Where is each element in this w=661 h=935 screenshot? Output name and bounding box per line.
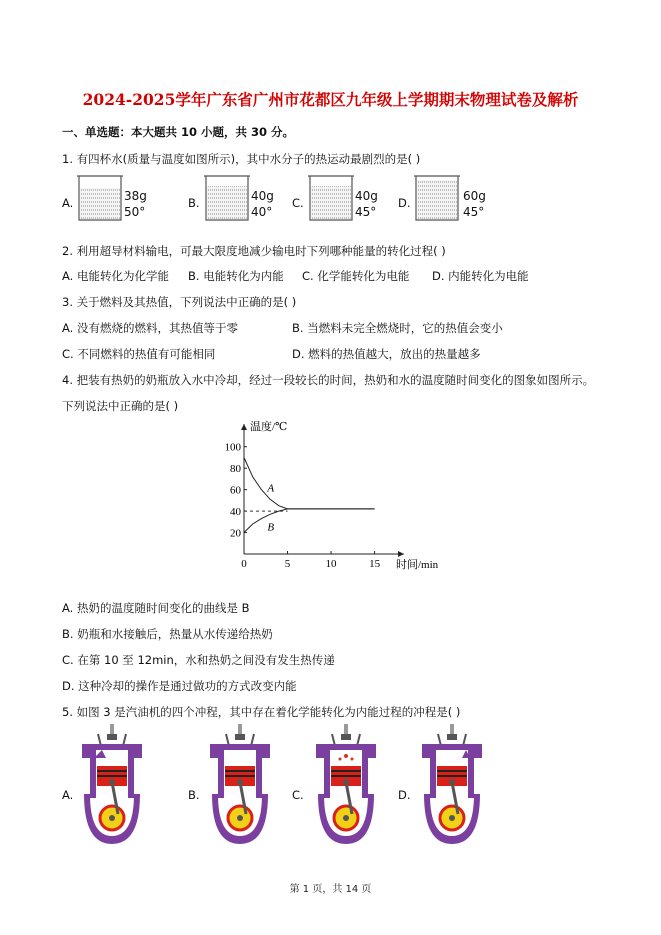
series-line-A [244,458,375,509]
page-footer: 第 1 页，共 14 页 [289,884,372,895]
q2-option-b: B. 电能转化为内能 [188,269,284,283]
beaker-icon [412,172,462,224]
y-axis-label: 温度/℃ [250,421,288,433]
q3-option-a: A. 没有燃烧的燃料，其热值等于零 [62,321,238,335]
q5-option-d: D. [398,788,411,802]
q5-option-c: C. [292,788,304,802]
y-tick-label: 60 [230,484,241,497]
q1-option-letter: C. [292,196,304,210]
q4-option-c: C. 在第 10 至 12min，水和热奶之间没有发生热传递 [62,653,335,667]
q4-option-a: A. 热奶的温度随时间变化的曲线是 B [62,601,250,615]
q1-c-temp: 45° [355,205,377,219]
x-tick-label: 0 [241,558,247,570]
q3-option-d: D. 燃料的热值越大，放出的热量越多 [292,347,481,361]
q1-option-letter: B. [188,196,200,210]
q5-option-b: B. [188,788,200,802]
q5-stem: 5. 如图 3 是汽油机的四个冲程，其中存在着化学能转化为内能过程的冲程是( ) [62,705,461,719]
series-label-B: B [267,521,275,534]
q1-d-mass: 60g [463,189,486,203]
q5-option-a: A. [62,788,74,802]
beaker-icon [202,172,252,224]
q1-c-mass: 40g [355,189,378,203]
x-tick-label: 15 [369,558,381,570]
q1-stem: 1. 有四杯水(质量与温度如图所示)，其中水分子的热运动最剧烈的是( ) [62,152,421,166]
y-tick-label: 100 [224,441,241,454]
temperature-time-chart [222,418,442,578]
q1-b-mass: 40g [251,189,274,203]
q1-d-temp: 45° [463,205,485,219]
series-label-A: A [267,482,275,495]
q1-option-letter: A. [62,196,74,210]
beaker-icon [75,172,125,224]
y-tick-label: 80 [230,463,241,476]
q4-option-d: D. 这种冷却的操作是通过做功的方式改变内能 [62,679,297,693]
x-axis-arrow [398,551,404,557]
engine-a-icon [72,722,152,852]
q4-stem-line2: 下列说法中正确的是( ) [62,399,179,413]
page-title: 2024-2025学年广东省广州市花都区九年级上学期期末物理试卷及解析 [82,90,579,109]
q4-stem-line1: 4. 把装有热奶的奶瓶放入水中冷却，经过一段较长的时间，热奶和水的温度随时间变化的图象如图所示。 [62,373,595,387]
engine-b-icon [200,722,280,852]
q1-a-temp: 50° [124,205,146,219]
engine-d-icon [412,722,492,852]
q3-option-b: B. 当燃料未完全燃烧时，它的热值会变小 [292,321,503,335]
q3-stem: 3. 关于燃料及其热值，下列说法中正确的是( ) [62,295,297,309]
q1-b-temp: 40° [251,205,273,219]
q2-option-a: A. 电能转化为化学能 [62,269,169,283]
y-tick-label: 20 [230,527,241,540]
y-axis-arrow [241,424,247,430]
q1-a-mass: 38g [124,189,147,203]
q2-option-c: C. 化学能转化为电能 [302,269,410,283]
series-line-B [244,509,375,533]
section-heading: 一、单选题：本大题共 10 小题，共 30 分。 [62,125,295,139]
x-axis-label: 时间/min [396,559,439,571]
q3-option-c: C. 不同燃料的热值有可能相同 [62,347,216,361]
y-tick-label: 40 [230,506,241,519]
x-tick-label: 10 [325,558,337,570]
q4-option-b: B. 奶瓶和水接触后，热量从水传递给热奶 [62,627,273,641]
q2-option-d: D. 内能转化为电能 [432,269,529,283]
x-tick-label: 5 [284,558,291,570]
q2-stem: 2. 利用超导材料输电，可最大限度地减少输电时下列哪种能量的转化过程( ) [62,244,446,258]
engine-c-icon [306,722,386,852]
beaker-icon [306,172,356,224]
q1-option-letter: D. [398,196,411,210]
